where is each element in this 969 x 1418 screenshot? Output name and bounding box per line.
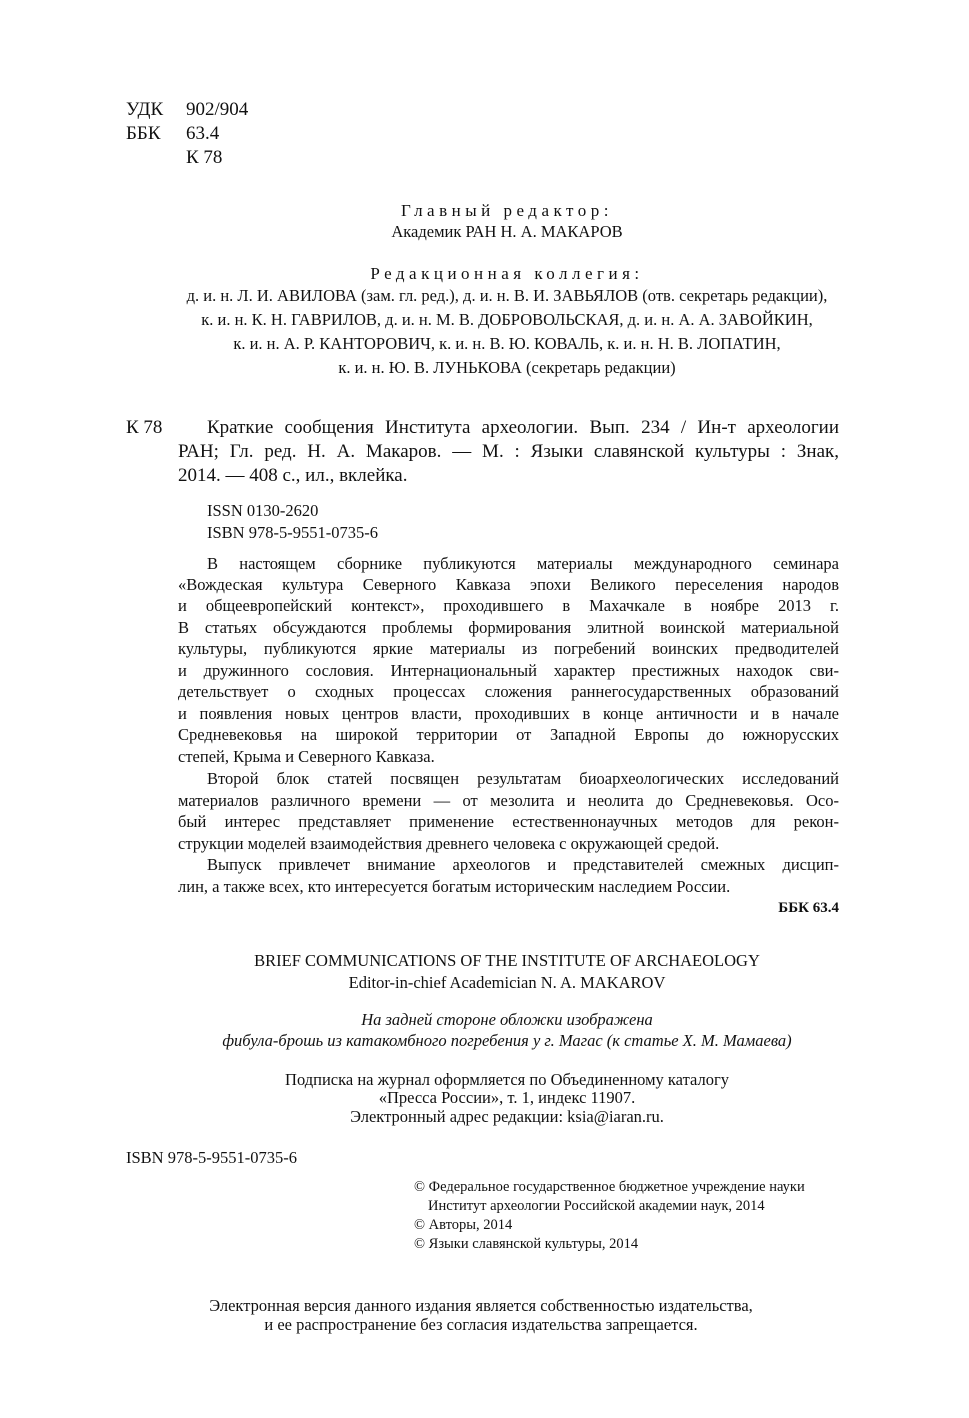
annotation-line: культуры, публикуются яркие материалы из погребений воинских предводителей	[178, 639, 839, 658]
board-line: д. и. н. Л. И. АВИЛОВА (зам. гл. ред.), д. и. н. В. И. ЗАВЬЯЛОВ (отв. секретарь редакции),	[186, 286, 828, 305]
cover-note-line: На задней стороне обложки изображена	[361, 1010, 653, 1029]
copyright-line: © Авторы, 2014	[414, 1217, 513, 1233]
notice-line: и ее распространение без согласия издательства запрещается.	[264, 1315, 698, 1334]
bibliography-line: Краткие сообщения Института археологии. Вып. 234 / Ин-т археологии	[207, 417, 839, 438]
chief-editor-heading: Главный редактор:	[401, 201, 613, 220]
cover-note-line: фибула-брошь из катакомбного погребения у г. Магас (к статье Х. М. Мамаева)	[222, 1031, 792, 1050]
annotation-line: бый интерес представляет применение естественнонаучных методов для рекон-	[178, 812, 839, 831]
annotation-line: материалов различного времени — от мезолита и неолита до Средневековья. Осо-	[178, 791, 839, 810]
issn: ISSN 0130-2620	[207, 501, 319, 520]
copyright-line: © Языки славянской культуры, 2014	[414, 1236, 639, 1252]
annotation-line: лин, а также всех, кто интересуется богатым историческим наследием России.	[178, 877, 731, 896]
board-line: к. и. н. Ю. В. ЛУНЬКОВА (секретарь редакции)	[338, 358, 676, 377]
udk-label: УДК	[126, 99, 164, 120]
english-editor: Editor-in-chief Academician N. A. MAKAROV	[348, 973, 666, 992]
annotation-line: Выпуск привлечет внимание археологов и представителей смежных дисцип-	[207, 855, 839, 874]
isbn-bottom: ISBN 978-5-9551-0735-6	[126, 1148, 297, 1167]
copyright-line: Институт археологии Российской академии наук, 2014	[428, 1198, 765, 1214]
bibliography-mark: К 78	[126, 417, 163, 438]
chief-editor-name: Академик РАН Н. А. МАКАРОВ	[391, 222, 623, 241]
subscription-line: «Пресса России», т. 1, индекс 11907.	[378, 1088, 636, 1107]
board-heading: Редакционная коллегия:	[370, 264, 644, 283]
subscription-line: Подписка на журнал оформляется по Объединенному каталогу	[285, 1070, 729, 1089]
bbk-value: 63.4	[186, 123, 220, 144]
bbk-label: ББК	[126, 123, 161, 144]
subscription-email: Электронный адрес редакции: ksia@iaran.ru.	[350, 1107, 664, 1126]
annotation-line: струкции моделей взаимодействия древнего человека с окружающей средой.	[178, 834, 720, 853]
copyright-line: © Федеральное государственное бюджетное учреждение науки	[414, 1179, 805, 1195]
udk-value: 902/904	[186, 99, 249, 120]
bibliography-line: 2014. — 408 с., ил., вклейка.	[178, 465, 408, 486]
annotation-line: Средневековья на широкой территории от Западной Европы до южнорусских	[178, 725, 839, 744]
annotation-line: В настоящем сборнике публикуются материалы международного семинара	[207, 554, 839, 573]
annotation-line: и общеевропейский контекст», проходившего в Махачкале в ноябре 2013 г.	[178, 596, 839, 615]
isbn: ISBN 978-5-9551-0735-6	[207, 523, 378, 542]
author-mark: К 78	[186, 147, 223, 168]
annotation-line: степей, Крыма и Северного Кавказа.	[178, 747, 435, 766]
annotation-line: Второй блок статей посвящен результатам биоархеологических исследований	[207, 769, 839, 788]
annotation-line: детельствует о сходных процессах сложения раннегосударственных образований	[178, 682, 839, 701]
board-line: к. и. н. А. Р. КАНТОРОВИЧ, к. и. н. В. Ю. КОВАЛЬ, к. и. н. Н. В. ЛОПАТИН,	[233, 334, 781, 353]
annotation-line: В статьях обсуждаются проблемы формирования элитной воинской материальной	[178, 618, 839, 637]
bbk-footer: ББК 63.4	[778, 900, 839, 916]
notice-line: Электронная версия данного издания является собственностью издательства,	[209, 1296, 753, 1315]
bibliography-line: РАН; Гл. ред. Н. А. Макаров. — М. : Языки славянской культуры : Знак,	[178, 441, 839, 462]
annotation-line: «Вождеская культура Северного Кавказа эпохи Великого переселения народов	[178, 575, 839, 594]
english-title: BRIEF COMMUNICATIONS OF THE INSTITUTE OF ARCHAEOLOGY	[254, 951, 760, 970]
board-line: к. и. н. К. Н. ГАВРИЛОВ, д. и. н. М. В. ДОБРОВОЛЬСКАЯ, д. и. н. А. А. ЗАВОЙКИН,	[201, 310, 813, 329]
annotation-line: и появления новых центров власти, проходивших в конце античности и в начале	[178, 704, 839, 723]
annotation-line: и дружинного сословия. Интернациональный характер престижных находок сви-	[178, 661, 839, 680]
